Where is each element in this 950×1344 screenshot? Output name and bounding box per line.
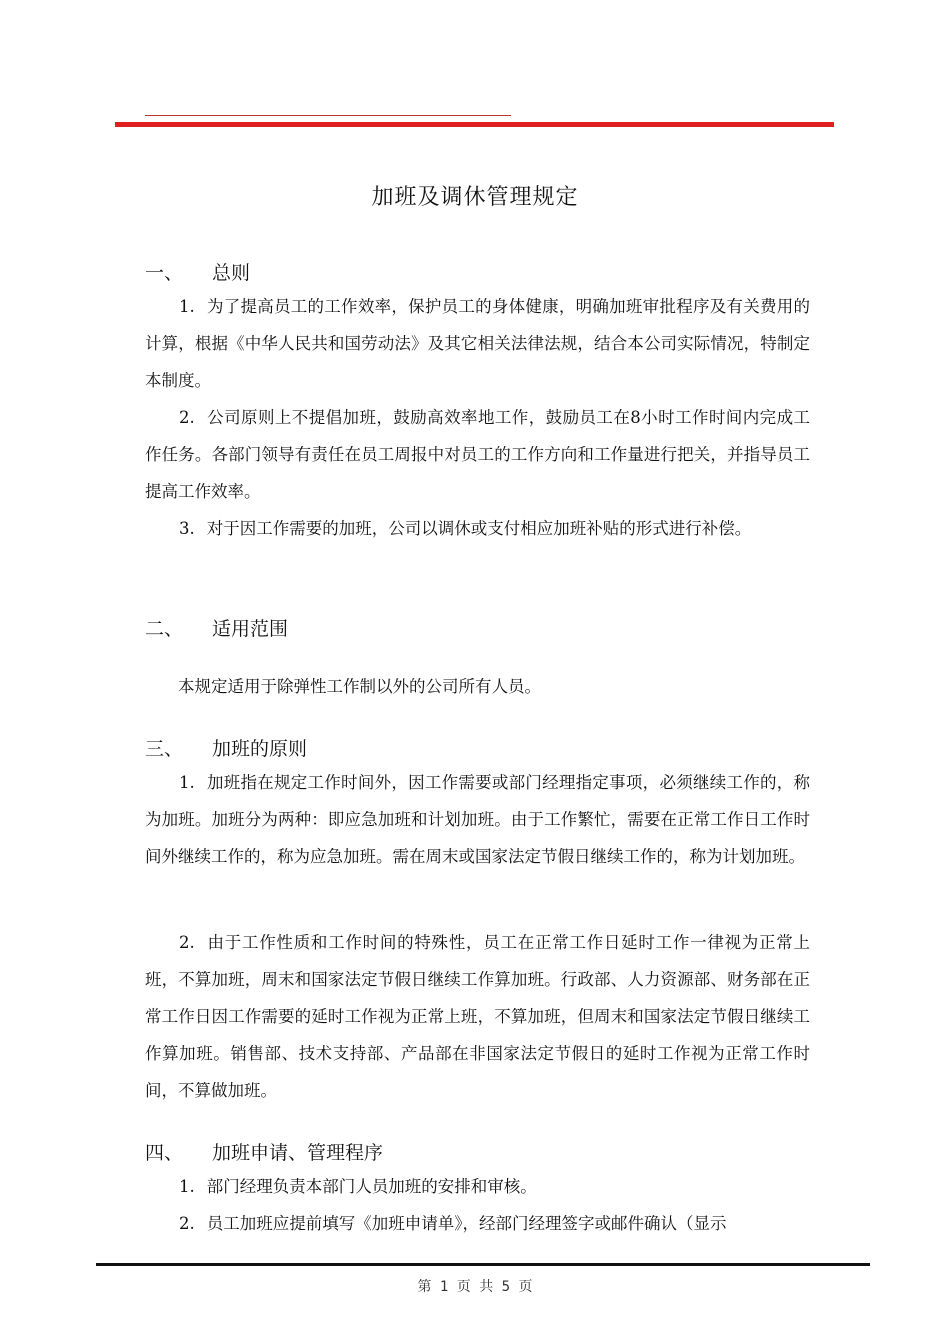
paragraph-number: 3. <box>179 519 195 538</box>
paragraph-text: 公司原则上不提倡加班，鼓励高效率地工作，鼓励员工在8小时工作时间内完成工作任务。各部门领导有责任在员工周报中对员工的工作方向和工作量进行把关，并指导员工提高工作效率。 <box>145 408 810 501</box>
section-title: 加班申请、管理程序 <box>212 1142 384 1164</box>
page-number: 第 1 页 共 5 页 <box>417 1279 533 1295</box>
paragraph-number: 1. <box>179 1177 195 1196</box>
section-heading-3 <box>145 734 307 761</box>
section-heading-4 <box>145 1138 383 1165</box>
paragraph <box>145 764 810 875</box>
section-heading-2 <box>145 614 288 641</box>
paragraph-number: 2. <box>179 1214 195 1233</box>
section-heading-1 <box>145 258 250 285</box>
section-number: 一、 <box>145 262 184 284</box>
paragraph-text: 部门经理负责本部门人员加班的安排和审核。 <box>206 1177 537 1196</box>
section-title: 适用范围 <box>212 618 289 640</box>
paragraph-number: 2. <box>179 408 195 427</box>
paragraph <box>145 288 810 399</box>
paragraph-text: 为了提高员工的工作效率，保护员工的身体健康，明确加班审批程序及有关费用的计算，根据《中华人民共和国劳动法》及其它相关法律法规，结合本公司实际情况，特制定本制度。 <box>145 297 810 390</box>
footer-rule <box>96 1263 870 1266</box>
paragraph-number: 1. <box>179 297 195 316</box>
paragraph <box>145 924 810 1109</box>
header-thin-rule <box>145 115 511 116</box>
section-number: 三、 <box>145 738 184 760</box>
section-number: 二、 <box>145 618 184 640</box>
paragraph-number: 2. <box>179 933 195 952</box>
document-title: 加班及调休管理规定 <box>371 185 579 210</box>
header-thick-rule <box>115 122 834 127</box>
paragraph <box>145 510 810 547</box>
paragraph <box>145 399 810 510</box>
paragraph-text: 由于工作性质和工作时间的特殊性，员工在正常工作日延时工作一律视为正常上班，不算加班，周末和国家法定节假日继续工作算加班。行政部、人力资源部、财务部在正常工作日因工作需要的延时工作视为正常上班，不算加班，但周末和国家法定节假日继续工作算加班。销售部、技术支持部、产品部在非国家法定节假日的延时工作视为正常工作时间，不算做加班。 <box>145 933 810 1100</box>
paragraph <box>145 1205 810 1242</box>
paragraph-text: 员工加班应提前填写《加班申请单》，经部门经理签字或邮件确认（显示 <box>206 1214 727 1233</box>
paragraph-number: 1. <box>179 773 195 792</box>
paragraph <box>145 1168 810 1205</box>
section-title: 总则 <box>212 262 251 284</box>
section-title: 加班的原则 <box>212 738 308 760</box>
section-number: 四、 <box>145 1142 184 1164</box>
paragraph-text: 加班指在规定工作时间外，因工作需要或部门经理指定事项，必须继续工作的，称为加班。加班分为两种：即应急加班和计划加班。由于工作繁忙，需要在正常工作日工作时间外继续工作的，称为应急加班。需在周末或国家法定节假日继续工作的，称为计划加班。 <box>145 773 810 866</box>
paragraph-text: 对于因工作需要的加班，公司以调休或支付相应加班补贴的形式进行补偿。 <box>206 519 752 538</box>
section-body: 本规定适用于除弹性工作制以外的公司所有人员。 <box>178 677 541 696</box>
